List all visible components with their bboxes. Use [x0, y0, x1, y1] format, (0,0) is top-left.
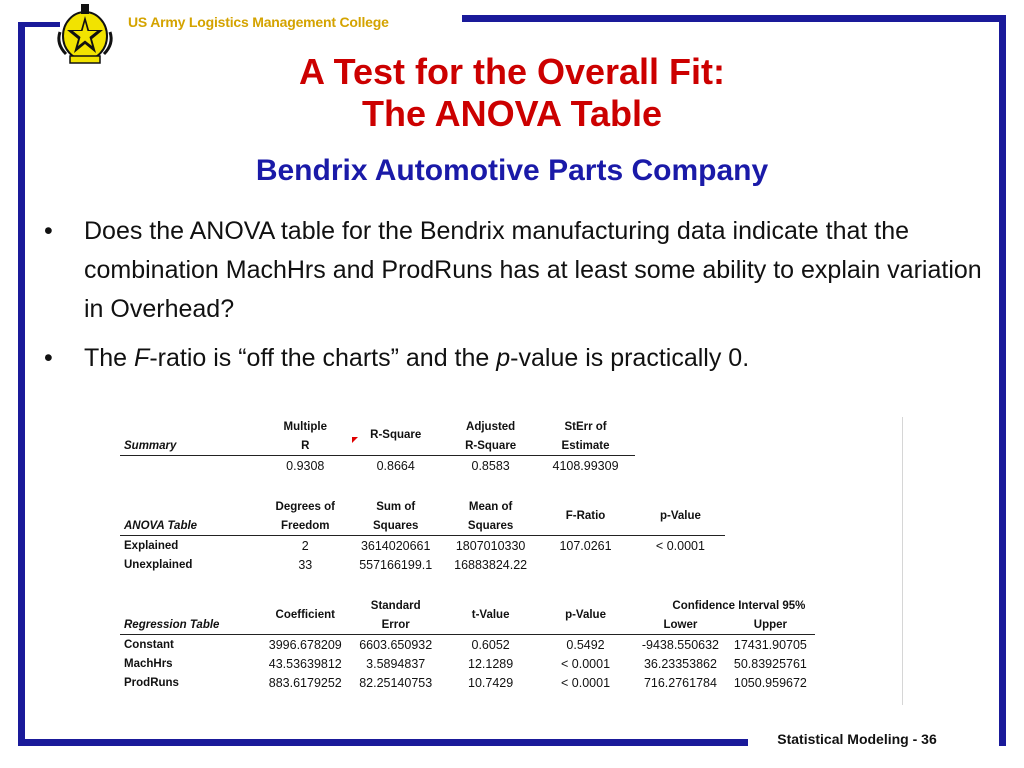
- regression-cell: < 0.0001: [561, 656, 611, 671]
- bullet-item: [44, 339, 984, 378]
- bullet-dot: •: [44, 217, 53, 245]
- summary-header: Adjusted: [466, 420, 516, 433]
- regression-cell: 12.1289: [468, 656, 514, 671]
- regression-header: Standard: [370, 599, 421, 612]
- summary-header: Estimate: [536, 436, 636, 456]
- regression-cell: 1050.959672: [733, 675, 807, 690]
- bullet-text-part: -value is practically 0.: [510, 344, 750, 372]
- anova-cell: 1807010330: [455, 538, 526, 553]
- regression-cell: 716.2761784: [643, 675, 717, 690]
- regression-header: Confidence Interval 95%: [672, 599, 806, 612]
- slide-title-line-2: The ANOVA Table: [361, 93, 663, 134]
- summary-header: Multiple: [283, 420, 327, 433]
- bullet-italic-p: p: [496, 344, 511, 372]
- regression-cell: 43.53639812: [268, 656, 342, 671]
- regression-section-label: Regression Table: [120, 615, 265, 635]
- regression-row-label: ProdRuns: [124, 676, 179, 689]
- anova-header: Degrees of: [275, 500, 335, 513]
- regression-cell: 17431.90705: [733, 637, 807, 652]
- anova-header: Squares: [346, 516, 446, 536]
- regression-cell: 883.6179252: [268, 675, 342, 690]
- anova-header: Sum of: [376, 500, 416, 513]
- anova-row-label: Unexplained: [124, 558, 193, 571]
- regression-header: p-Value: [536, 605, 636, 625]
- anova-row-label: Explained: [124, 539, 179, 552]
- regression-cell: 50.83925761: [733, 656, 807, 671]
- frame-bottom-bar: [18, 739, 748, 746]
- anova-header: Freedom: [265, 516, 346, 536]
- anova-section-label: ANOVA Table: [120, 516, 265, 536]
- anova-cell: 33: [298, 557, 313, 572]
- regression-header: Coefficient: [265, 605, 346, 625]
- summary-value: 4108.99309: [552, 458, 619, 473]
- bullet-dot: •: [44, 344, 53, 372]
- college-name: US Army Logistics Management College: [128, 14, 389, 30]
- summary-header: R-Square: [346, 426, 446, 446]
- summary-header: StErr of: [564, 420, 607, 433]
- regression-cell: 6603.650932: [359, 637, 433, 652]
- regression-cell: 36.23353862: [643, 656, 717, 671]
- anova-header: Squares: [446, 516, 536, 536]
- anova-cell: 557166199.1: [359, 557, 433, 572]
- anova-cell: 16883824.22: [454, 557, 528, 572]
- regression-row-label: Constant: [124, 638, 174, 651]
- bullet-text-part: -ratio is “off the charts” and the: [149, 344, 497, 372]
- regression-output-sheet: [120, 417, 903, 705]
- summary-header: R-Square: [446, 436, 536, 456]
- bullet-list: [44, 212, 984, 388]
- anova-header: Mean of: [468, 500, 513, 513]
- regression-cell: -9438.550632: [641, 637, 720, 652]
- regression-cell: 0.6052: [471, 637, 510, 652]
- regression-header: Upper: [725, 615, 815, 635]
- bullet-text-part: The: [84, 344, 135, 372]
- regression-header: Lower: [635, 615, 725, 635]
- regression-cell: 3.5894837: [366, 656, 426, 671]
- regression-cell: < 0.0001: [561, 675, 611, 690]
- regression-row-label: MachHrs: [124, 657, 173, 670]
- summary-header: R: [265, 436, 346, 456]
- bullet-item: [44, 212, 984, 329]
- slide-footer: Statistical Modeling - 36: [777, 731, 937, 747]
- bullet-text: Does the ANOVA table for the Bendrix manufacturing data indicate that the combination MachHrs and ProdRuns has at least some ability to explain variation in Overhead?: [84, 217, 982, 323]
- summary-value: 0.8583: [471, 458, 510, 473]
- summary-value: 0.8664: [376, 458, 415, 473]
- regression-header: Error: [346, 615, 446, 635]
- anova-cell: 107.0261: [559, 538, 612, 553]
- summary-section-label: Summary: [120, 436, 265, 456]
- anova-cell: < 0.0001: [655, 538, 705, 553]
- regression-cell: 10.7429: [468, 675, 514, 690]
- bullet-italic-f: F: [134, 344, 150, 372]
- regression-output-table: [120, 417, 902, 692]
- slide-subtitle: Bendrix Automotive Parts Company: [255, 154, 769, 187]
- regression-header: t-Value: [446, 605, 536, 625]
- frame-top-right-bar: [462, 15, 1006, 22]
- summary-value: 0.9308: [286, 458, 325, 473]
- anova-header: p-Value: [635, 506, 725, 526]
- regression-cell: 3996.678209: [268, 637, 342, 652]
- regression-cell: 82.25140753: [359, 675, 433, 690]
- slide-title-line-1: A Test for the Overall Fit:: [298, 51, 726, 92]
- anova-cell: 3614020661: [360, 538, 431, 553]
- anova-header: F-Ratio: [536, 506, 636, 526]
- regression-cell: 0.5492: [566, 637, 605, 652]
- anova-cell: 2: [301, 538, 309, 553]
